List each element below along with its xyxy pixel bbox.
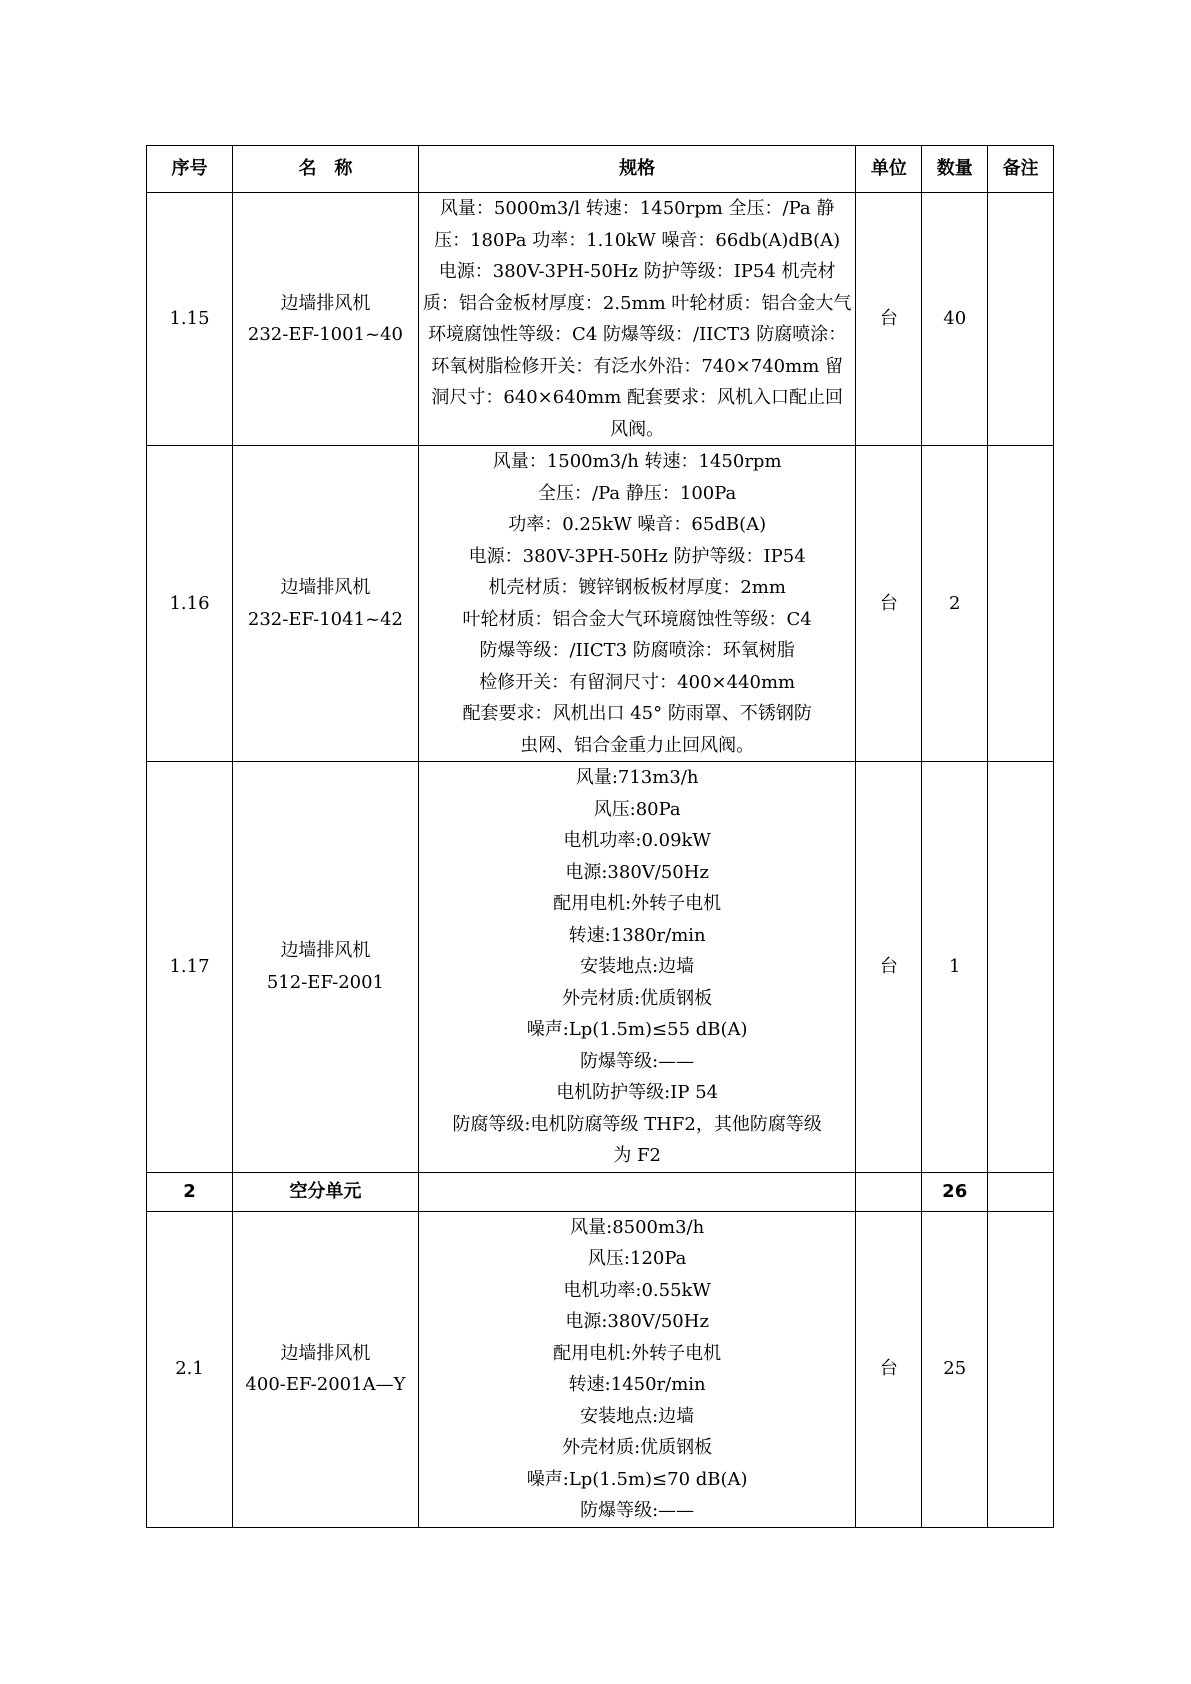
spec-line: 噪声:Lp(1.5m)≤55 dB(A) — [526, 1019, 748, 1040]
equipment-tag: 232-EF-1041~42 — [247, 608, 404, 630]
spec-line: 机壳材质：镀锌钢板板材厚度：2mm — [488, 577, 786, 598]
spec-line: 功率：0.25kW 噪音：65dB(A) — [508, 514, 767, 535]
cell-no: 1.15 — [147, 193, 233, 446]
spec-line: 风量:713m3/h — [575, 767, 699, 788]
cell-no: 1.16 — [147, 446, 233, 762]
spec-line: 电机防护等级:IP 54 — [556, 1082, 719, 1103]
cell-name — [233, 446, 419, 762]
spec-line: 安装地点:边墙 — [580, 956, 695, 977]
spec-line: 风量:8500m3/h — [570, 1216, 705, 1238]
spec-line: 电源:380V/50Hz — [565, 861, 709, 883]
cell-remark — [988, 193, 1054, 446]
cell-spec — [418, 446, 856, 762]
spec-line: 电源:380V/50Hz — [565, 1311, 709, 1332]
cell-spec — [418, 1211, 856, 1527]
spec-line: 电机功率:0.55kW — [563, 1279, 711, 1301]
table-row — [147, 193, 1054, 446]
spec-line: 检修开关：有留洞尺寸：400×440mm — [479, 671, 796, 693]
spec-line: 风压:80Pa — [593, 798, 681, 820]
spec-line: 风压:120Pa — [587, 1248, 687, 1269]
spec-line: 防爆等级:—— — [580, 1050, 695, 1072]
spec-line: 为 F2 — [613, 1145, 661, 1166]
spec-line: 电源：380V-3PH-50Hz 防护等级：IP54 — [468, 545, 806, 567]
equipment-spec-table — [146, 145, 1054, 1528]
header-no: 序号 — [147, 146, 233, 193]
section-no: 2 — [147, 1172, 233, 1211]
equipment-name: 边墙排风机 — [280, 292, 371, 314]
spec-line: 虫网、铝合金重力止回风阀。 — [520, 734, 755, 756]
spec-line: 配用电机:外转子电机 — [553, 1342, 722, 1364]
spec-line: 噪声:Lp(1.5m)≤70 dB(A) — [526, 1468, 748, 1490]
spec-line: 安装地点:边墙 — [580, 1405, 695, 1427]
table-row — [147, 446, 1054, 762]
spec-line: 全压：/Pa 静压：100Pa — [538, 482, 737, 504]
cell-spec: 风量：5000m3/l 转速：1450rpm 全压：/Pa 静压：180Pa 功率：1.10kW 噪音：66db(A)dB(A) 电源：380V-3PH-50Hz 防护等级：IP54 机壳材质：铝合金板材厚度：2.5mm 叶轮材质：铝合金大气环境腐蚀性等级：C4 防爆等级：/IICT3 防腐喷涂：环氧树脂检修开关：有泛水外沿：740×740mm 留洞尺寸：640×640mm 配套要求：风机入口配止回风阀。 — [418, 193, 856, 446]
spec-line: 电机功率:0.09kW — [563, 830, 711, 851]
equipment-name: 边墙排风机 — [280, 1342, 371, 1364]
cell-unit: 台 — [856, 193, 922, 446]
section-unit — [856, 1172, 922, 1211]
equipment-name: 边墙排风机 — [280, 577, 371, 598]
header-qty: 数量 — [922, 146, 988, 193]
spec-line: 转速:1450r/min — [568, 1374, 706, 1395]
section-name: 空分单元 — [233, 1172, 419, 1211]
header-spec: 规格 — [418, 146, 856, 193]
cell-no: 1.17 — [147, 762, 233, 1173]
section-spec — [418, 1172, 856, 1211]
cell-no: 2.1 — [147, 1211, 233, 1527]
spec-line: 风量：1500m3/h 转速：1450rpm — [492, 451, 782, 472]
table-row — [147, 762, 1054, 1173]
spec-line: 防腐等级:电机防腐等级 THF2，其他防腐等级 — [452, 1113, 822, 1135]
spec-line: 配套要求：风机出口 45° 防雨罩、不锈钢防 — [462, 703, 812, 724]
section-qty: 26 — [922, 1172, 988, 1211]
spec-line: 转速:1380r/min — [568, 924, 706, 946]
equipment-name: 边墙排风机 — [280, 940, 371, 962]
cell-name — [233, 762, 419, 1173]
spec-line: 叶轮材质：铝合金大气环境腐蚀性等级：C4 — [462, 608, 812, 630]
cell-qty: 1 — [922, 762, 988, 1173]
header-unit: 单位 — [856, 146, 922, 193]
spec-line: 防爆等级:—— — [580, 1500, 695, 1521]
cell-name — [233, 193, 419, 446]
table-header-row — [147, 146, 1054, 193]
cell-remark — [988, 762, 1054, 1173]
spec-line: 外壳材质:优质钢板 — [562, 987, 713, 1009]
cell-name — [233, 1211, 419, 1527]
equipment-tag: 512-EF-2001 — [266, 971, 385, 993]
equipment-tag: 400-EF-2001A—Y — [245, 1374, 406, 1395]
equipment-tag: 232-EF-1001~40 — [247, 324, 404, 345]
cell-remark — [988, 446, 1054, 762]
section-row — [147, 1172, 1054, 1211]
cell-unit: 台 — [856, 1211, 922, 1527]
cell-qty: 25 — [922, 1211, 988, 1527]
cell-unit: 台 — [856, 762, 922, 1173]
header-name: 名 称 — [233, 146, 419, 193]
table-row — [147, 1211, 1054, 1527]
spec-line: 配用电机:外转子电机 — [553, 893, 722, 914]
spec-line: 外壳材质:优质钢板 — [562, 1437, 713, 1458]
cell-remark — [988, 1211, 1054, 1527]
spec-line: 防爆等级：/IICT3 防腐喷涂：环氧树脂 — [479, 640, 795, 661]
cell-qty: 40 — [922, 193, 988, 446]
header-remark: 备注 — [988, 146, 1054, 193]
cell-spec — [418, 762, 856, 1173]
section-remark — [988, 1172, 1054, 1211]
cell-qty: 2 — [922, 446, 988, 762]
cell-unit: 台 — [856, 446, 922, 762]
